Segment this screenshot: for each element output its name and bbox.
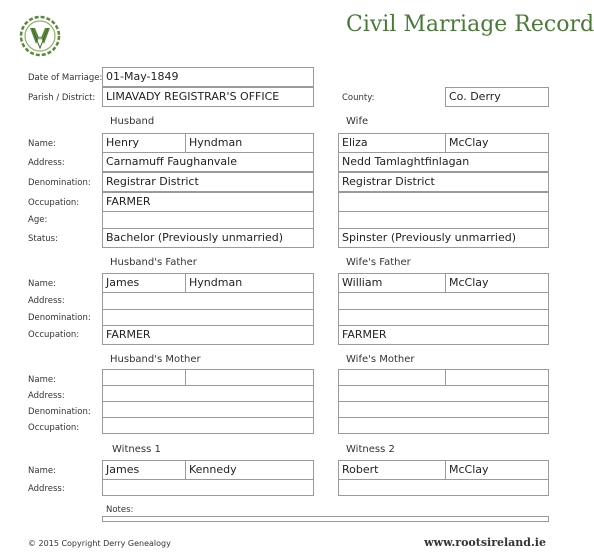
witness2-first: Robert: [338, 460, 446, 480]
label-name: Name:: [28, 279, 56, 289]
section-husbands-father: Husband's Father: [110, 257, 197, 268]
label-address: Address:: [28, 158, 65, 168]
wifes-father-last: McClay: [445, 273, 549, 293]
witness2-last: McClay: [445, 460, 549, 480]
wife-address: Nedd Tamlaghtfinlagan: [338, 152, 549, 172]
label-name: Name:: [28, 139, 56, 149]
logo: [18, 14, 62, 58]
label-denomination: Denomination:: [28, 407, 91, 417]
husbands-mother-address: [102, 385, 314, 402]
label-occupation: Occupation:: [28, 423, 80, 433]
husband-denomination: Registrar District: [102, 172, 314, 192]
section-husbands-mother: Husband's Mother: [110, 354, 201, 365]
husbands-father-occupation: FARMER: [102, 325, 314, 345]
husband-last-name: Hyndman: [185, 133, 314, 153]
label-date-of-marriage: Date of Marriage:: [28, 73, 103, 83]
section-wife: Wife: [346, 116, 369, 127]
wife-age: [338, 211, 549, 229]
witness1-last: Kennedy: [185, 460, 314, 480]
label-age: Age:: [28, 215, 48, 225]
copyright-text: © 2015 Copyright Derry Genealogy: [28, 539, 171, 548]
husbands-mother-first: [102, 369, 186, 386]
label-parish-district: Parish / District:: [28, 93, 96, 103]
husbands-father-denomination: [102, 309, 314, 326]
wifes-father-denomination: [338, 309, 549, 326]
parish-district-field: LIMAVADY REGISTRAR'S OFFICE: [102, 87, 314, 107]
witness1-address: [102, 479, 314, 496]
label-address: Address:: [28, 484, 65, 494]
husband-age: [102, 211, 314, 229]
section-wifes-mother: Wife's Mother: [346, 354, 415, 365]
county-field: Co. Derry: [445, 87, 549, 107]
section-husband: Husband: [110, 116, 155, 127]
label-denomination: Denomination:: [28, 313, 91, 323]
label-address: Address:: [28, 391, 65, 401]
wifes-father-occupation: FARMER: [338, 325, 549, 345]
husband-address: Carnamuff Faughanvale: [102, 152, 314, 172]
wifes-mother-denomination: [338, 401, 549, 418]
label-notes: Notes:: [106, 505, 134, 515]
husbands-father-address: [102, 292, 314, 310]
date-of-marriage-field: 01-May-1849: [102, 67, 314, 87]
witness1-first: James: [102, 460, 186, 480]
wife-status: Spinster (Previously unmarried): [338, 228, 549, 248]
husband-status: Bachelor (Previously unmarried): [102, 228, 314, 248]
wife-denomination: Registrar District: [338, 172, 549, 192]
label-name: Name:: [28, 466, 56, 476]
label-county: County:: [342, 93, 375, 103]
page-title: Civil Marriage Record: [346, 12, 594, 37]
section-witness-2: Witness 2: [346, 444, 395, 455]
husbands-mother-denomination: [102, 401, 314, 418]
label-address: Address:: [28, 296, 65, 306]
wifes-father-address: [338, 292, 549, 310]
husband-occupation: FARMER: [102, 192, 314, 212]
site-link[interactable]: www.rootsireland.ie: [424, 536, 546, 549]
wife-occupation: [338, 192, 549, 212]
label-occupation: Occupation:: [28, 330, 80, 340]
husbands-father-last: Hyndman: [185, 273, 314, 293]
wifes-mother-occupation: [338, 417, 549, 434]
label-denomination: Denomination:: [28, 178, 91, 188]
wifes-mother-address: [338, 385, 549, 402]
celtic-knot-logo-icon: [18, 14, 62, 58]
label-name: Name:: [28, 375, 56, 385]
notes-field: [102, 516, 549, 522]
witness2-address: [338, 479, 549, 496]
husbands-mother-last: [185, 369, 314, 386]
husband-first-name: Henry: [102, 133, 186, 153]
wife-first-name: Eliza: [338, 133, 446, 153]
label-occupation: Occupation:: [28, 198, 80, 208]
wifes-mother-last: [445, 369, 549, 386]
label-status: Status:: [28, 234, 58, 244]
section-wifes-father: Wife's Father: [346, 257, 411, 268]
section-witness-1: Witness 1: [112, 444, 161, 455]
husbands-mother-occupation: [102, 417, 314, 434]
wifes-father-first: William: [338, 273, 446, 293]
wife-last-name: McClay: [445, 133, 549, 153]
wifes-mother-first: [338, 369, 446, 386]
husbands-father-first: James: [102, 273, 186, 293]
